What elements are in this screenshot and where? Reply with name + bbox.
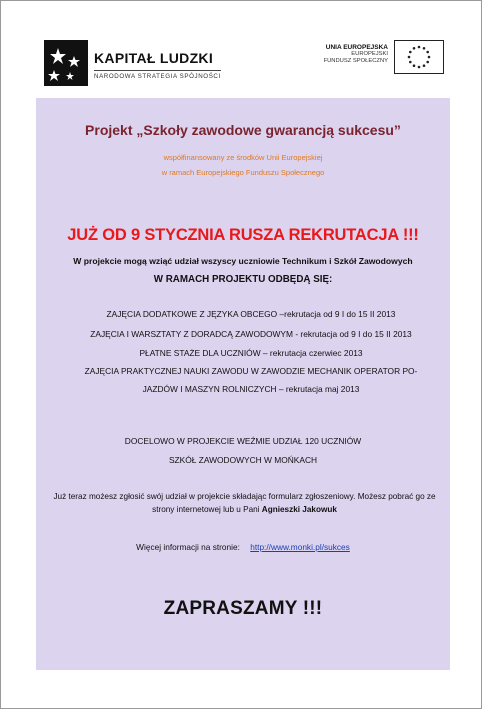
activity-item: ZAJĘCIA PRAKTYCZNEJ NAUKI ZAWODU W ZAWODZIE MECHANIK OPERATOR PO- bbox=[84, 366, 418, 376]
project-website-link[interactable]: http://www.monki.pl/sukces bbox=[250, 542, 350, 552]
participants-line-2: SZKÓŁ ZAWODOWYCH W MOŃKACH bbox=[168, 455, 318, 465]
more-info bbox=[36, 542, 450, 552]
logo-subtitle: NARODOWA STRATEGIA SPÓJNOŚCI bbox=[94, 70, 221, 80]
logo-header bbox=[36, 30, 450, 98]
eu-flag-icon bbox=[394, 40, 444, 74]
eu-fund-line1: EUROPEJSKI bbox=[351, 51, 388, 57]
content-panel bbox=[36, 98, 450, 670]
activity-item: ZAJĘCIA DODATKOWE Z JĘZYKA OBCEGO –rekrutacja od 9 I do 15 II 2013 bbox=[106, 309, 396, 319]
recruitment-headline: JUŻ OD 9 STYCZNIA RUSZA REKRUTACJA !!! bbox=[67, 226, 419, 244]
logo-title: KAPITAŁ LUDZKI bbox=[94, 50, 214, 66]
application-paragraph bbox=[52, 490, 437, 516]
project-title: Projekt „Szkoły zawodowe gwarancją sukcesu” bbox=[85, 122, 401, 138]
eu-text bbox=[314, 44, 388, 65]
cofinancing-line-2: w ramach Europejskiego Funduszu Społecznego bbox=[161, 168, 325, 177]
kapital-ludzki-logo-icon bbox=[44, 40, 88, 86]
participants-line-1: DOCELOWO W PROJEKCIE WEŹMIE UDZIAŁ 120 UCZNIÓW bbox=[124, 436, 362, 446]
cofinancing-line-1: współfinansowany ze środków Unii Europejskiej bbox=[163, 153, 323, 162]
activities-heading: W RAMACH PROJEKTU ODBĘDĄ SIĘ: bbox=[153, 274, 333, 285]
eu-fund-line2: FUNDUSZ SPOŁECZNY bbox=[323, 58, 388, 64]
invitation-text: ZAPRASZAMY !!! bbox=[163, 598, 323, 619]
contact-person: Agnieszki Jakowuk bbox=[261, 505, 337, 514]
activity-item: JAZDÓW I MASZYN ROLNICZYCH – rekrutacja maj 2013 bbox=[142, 384, 360, 394]
application-text: Już teraz możesz zgłosić swój udział w projekcie składając formularz zgłoszeniowy. Możesz pobrać go ze strony internetowej lub u Pani bbox=[53, 492, 436, 514]
activity-item: PŁATNE STAŻE DLA UCZNIÓW – rekrutacja czerwiec 2013 bbox=[139, 348, 363, 358]
eligibility-text: W projekcie mogą wziąć udział wszyscy uczniowie Technikum i Szkół Zawodowych bbox=[73, 256, 413, 266]
more-info-label: Więcej informacji na stronie: bbox=[136, 542, 240, 552]
eu-name: UNIA EUROPEJSKA bbox=[325, 44, 388, 51]
eu-logo bbox=[314, 36, 448, 94]
activity-item: ZAJĘCIA I WARSZTATY Z DORADCĄ ZAWODOWYM - rekrutacja od 9 I do 15 II 2013 bbox=[90, 329, 412, 339]
